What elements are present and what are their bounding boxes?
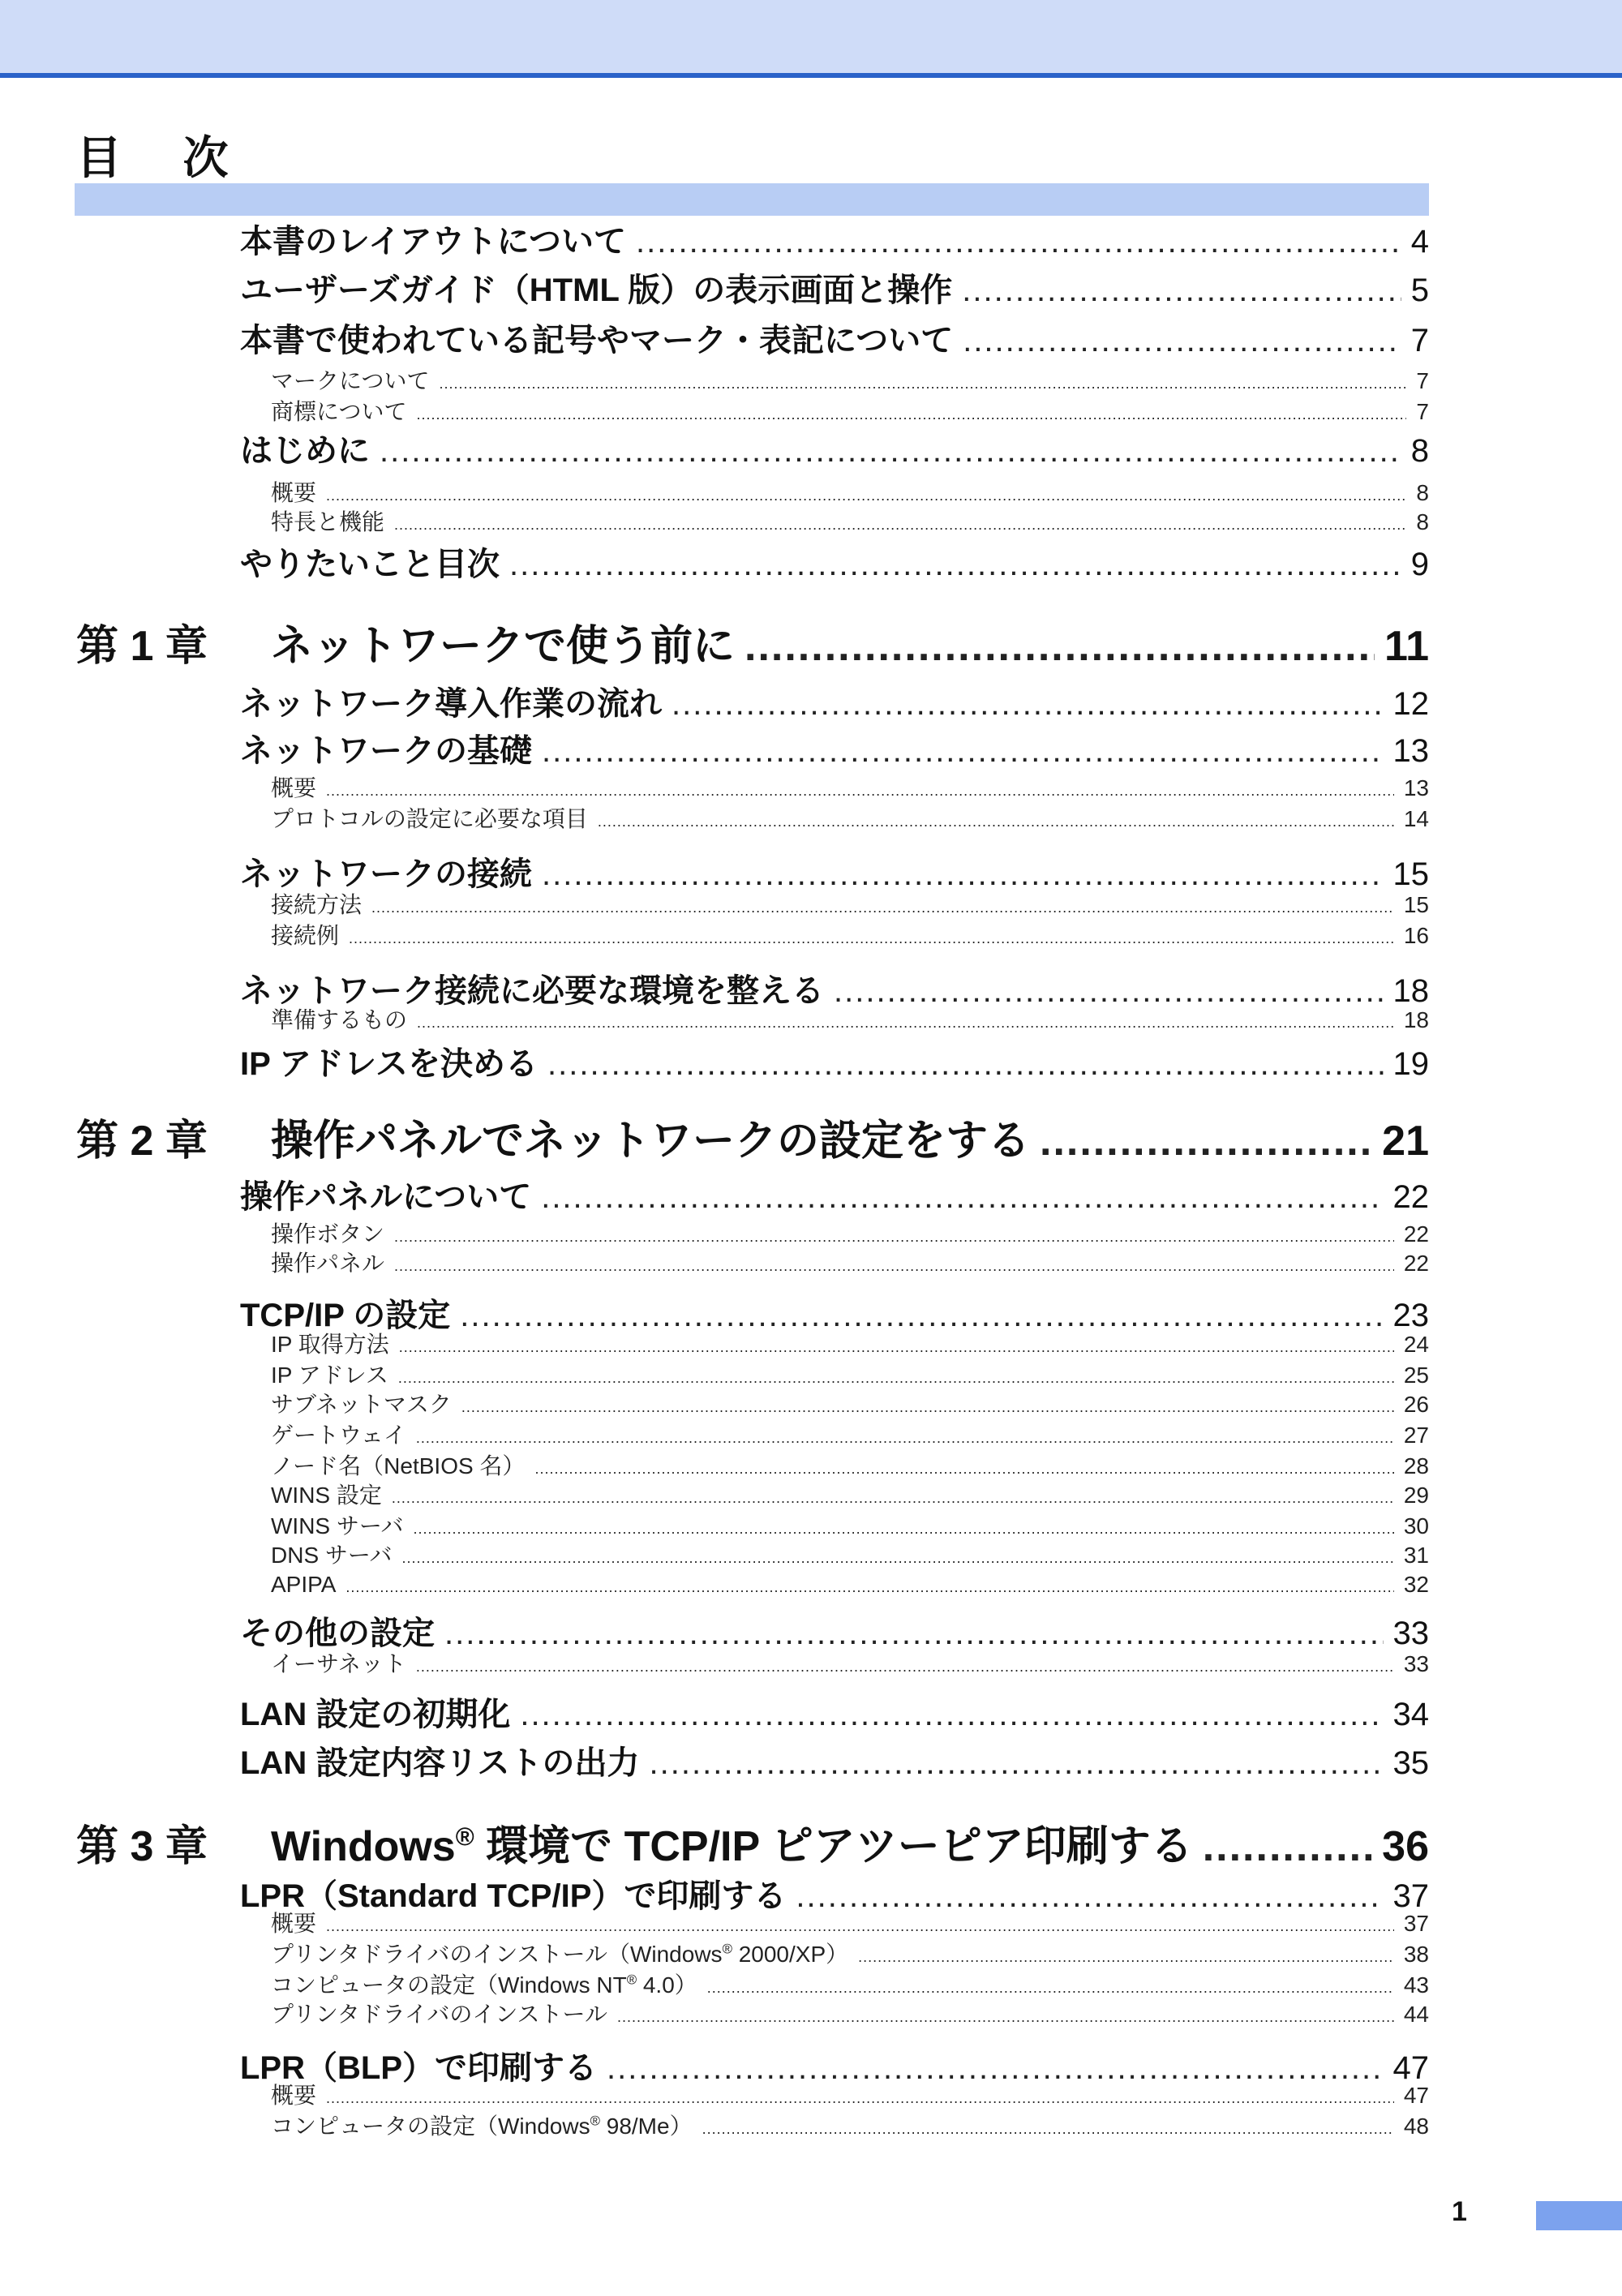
page-ref: 9 — [1410, 547, 1429, 582]
page-ref: 43 — [1403, 1972, 1429, 1998]
entry-title-text: はじめに — [240, 433, 370, 469]
page-ref: 12 — [1392, 686, 1429, 722]
page-ref: 22 — [1403, 1221, 1429, 1247]
entry-title-text: 概要 — [271, 480, 317, 505]
entry-title-text: ネットワーク導入作業の流れ — [240, 686, 662, 722]
dot-leader — [672, 681, 1384, 727]
dot-leader — [380, 428, 1401, 474]
entry-title-text: 特長と機能 — [271, 509, 385, 534]
entry-title-text: Windows — [271, 1823, 456, 1870]
chapter-entry[interactable] — [76, 1111, 1429, 1171]
entry-title — [240, 428, 380, 474]
dot-leader — [509, 542, 1401, 587]
toc-subsection-entry[interactable] — [271, 1909, 1429, 1938]
toc-subsection-entry[interactable] — [271, 1361, 1429, 1390]
entry-title-text: IP アドレスを決める — [240, 1046, 538, 1082]
entry-title-text-after: 4.0） — [637, 1972, 697, 1998]
toc-subsection-entry[interactable] — [271, 1330, 1429, 1359]
page-ref: 38 — [1403, 1942, 1429, 1967]
entry-title — [271, 774, 326, 803]
entry-title-text: プリンタドライバのインストール（Windows — [271, 1942, 723, 1967]
entry-title-text: ユーザーズガイド（HTML 版）の表示画面と操作 — [240, 273, 953, 308]
dot-leader — [416, 1423, 1394, 1453]
entry-title — [240, 542, 509, 587]
entry-title — [271, 1452, 534, 1481]
registered-mark: ® — [626, 1972, 637, 1988]
entry-title — [240, 1041, 547, 1087]
page-ref: 15 — [1403, 892, 1429, 917]
entry-title-text: LPR（Standard TCP/IP）で印刷する — [240, 1878, 787, 1914]
entry-title — [271, 1006, 417, 1035]
entry-title-text: マークについて — [271, 368, 430, 393]
page-ref: 30 — [1403, 1513, 1429, 1539]
entry-title — [240, 219, 636, 264]
entry-title-text-after: 2000/XP） — [732, 1942, 849, 1967]
dot-leader — [636, 219, 1401, 264]
toc-subsection-entry[interactable] — [271, 1971, 1429, 2000]
entry-title — [271, 479, 326, 508]
page-ref: 15 — [1392, 856, 1429, 892]
toc-subsection-entry[interactable] — [271, 1541, 1429, 1570]
toc-section-entry[interactable] — [240, 681, 1429, 727]
entry-title-text: コンピュータの設定（Windows — [271, 2114, 590, 2139]
dot-leader — [394, 1222, 1394, 1251]
dot-leader — [416, 400, 1406, 429]
entry-title — [271, 805, 598, 834]
dot-leader — [371, 893, 1394, 922]
page-ref: 29 — [1403, 1483, 1429, 1508]
entry-title-text: 準備するもの — [271, 1007, 408, 1032]
toc-subsection-entry[interactable] — [271, 1452, 1429, 1481]
page-ref: 23 — [1392, 1298, 1429, 1333]
page-ref: 25 — [1403, 1363, 1429, 1388]
page-ref: 21 — [1382, 1118, 1429, 1165]
entry-title-text: ノード名（NetBIOS 名） — [271, 1453, 526, 1478]
entry-title-text: 操作パネルについて — [240, 1179, 532, 1215]
page-tab-marker — [1536, 2201, 1622, 2230]
dot-leader — [542, 728, 1384, 774]
dot-leader — [702, 2114, 1394, 2144]
page-ref: 37 — [1403, 1911, 1429, 1936]
entry-title — [271, 1971, 707, 2000]
dot-leader — [326, 481, 1406, 510]
entry-title — [271, 1361, 398, 1390]
page-ref: 4 — [1410, 224, 1429, 260]
toc-section-entry[interactable] — [240, 728, 1429, 774]
toc-subsection-entry[interactable] — [271, 479, 1429, 508]
entry-title — [271, 1220, 394, 1249]
page-ref: 16 — [1403, 923, 1429, 948]
entry-title-text: ネットワークの基礎 — [240, 733, 532, 769]
dot-leader — [744, 616, 1375, 676]
entry-title — [271, 1421, 416, 1450]
entry-title — [240, 1174, 541, 1220]
chapter-number: 第 1 章 — [76, 623, 208, 670]
dot-leader — [439, 369, 1406, 398]
entry-title-text: LAN 設定内容リストの出力 — [240, 1745, 640, 1781]
entry-title-text: APIPA — [271, 1572, 337, 1597]
toc-section-entry[interactable] — [240, 1174, 1429, 1220]
entry-title — [271, 1481, 392, 1510]
dot-leader — [520, 1692, 1383, 1737]
page-ref: 18 — [1403, 1007, 1429, 1032]
chapter-entry[interactable] — [76, 1817, 1429, 1877]
page-ref: 14 — [1403, 806, 1429, 831]
page-ref: 26 — [1403, 1392, 1429, 1417]
entry-title-text: 操作パネル — [271, 1251, 385, 1276]
page-ref: 24 — [1403, 1332, 1429, 1357]
toc-subsection-entry[interactable] — [271, 1249, 1429, 1278]
page-ref: 28 — [1403, 1453, 1429, 1478]
dot-leader — [399, 1333, 1394, 1362]
entry-title-text: その他の設定 — [240, 1616, 435, 1651]
dot-leader — [398, 1363, 1394, 1393]
toc-subsection-entry[interactable] — [271, 921, 1429, 951]
registered-mark: ® — [722, 1941, 732, 1957]
dot-leader — [617, 2002, 1394, 2032]
registered-mark: ® — [590, 2113, 600, 2129]
entry-title-text: ネットワークで使う前に — [271, 623, 736, 670]
page-ref: 36 — [1382, 1823, 1429, 1870]
entry-title-text: ゲートウェイ — [271, 1423, 406, 1448]
entry-title-text: 接続方法 — [271, 892, 363, 917]
page-ref: 11 — [1384, 623, 1429, 670]
page-ref: 34 — [1392, 1697, 1429, 1732]
page-ref: 31 — [1403, 1543, 1429, 1568]
entry-title-text: 操作パネルでネットワークの設定をする — [271, 1118, 1031, 1165]
entry-title — [271, 616, 744, 676]
toc-section-entry[interactable] — [240, 1740, 1429, 1786]
entry-title — [271, 397, 416, 427]
entry-title-text: TCP/IP の設定 — [240, 1298, 451, 1333]
entry-title-text: イーサネット — [271, 1651, 406, 1676]
page-ref: 44 — [1403, 2002, 1429, 2027]
toc-subsection-entry[interactable] — [271, 1940, 1429, 1969]
toc-subsection-entry[interactable] — [271, 2081, 1429, 2110]
page-ref: 48 — [1403, 2114, 1429, 2139]
entry-title — [271, 1650, 416, 1679]
dot-leader — [402, 1543, 1394, 1573]
entry-title — [240, 318, 963, 363]
entry-title — [271, 2081, 326, 2110]
dot-leader — [326, 776, 1394, 805]
page-ref: 33 — [1392, 1616, 1429, 1651]
entry-title-text: 概要 — [271, 1911, 317, 1936]
entry-title-text: 概要 — [271, 2083, 317, 2108]
dot-leader — [394, 510, 1406, 539]
entry-title-text: WINS 設定 — [271, 1483, 382, 1508]
page-ref: 13 — [1392, 733, 1429, 769]
toc-subsection-entry[interactable] — [271, 774, 1429, 803]
entry-title-text: サブネットマスク — [271, 1392, 452, 1417]
dot-leader — [963, 318, 1401, 363]
chapter-entry[interactable] — [76, 616, 1429, 676]
entry-title-text: やりたいこと目次 — [240, 547, 500, 582]
toc-section-entry[interactable] — [240, 1041, 1429, 1087]
page-ref: 37 — [1392, 1878, 1429, 1914]
entry-title-text: コンピュータの設定（Windows NT — [271, 1972, 627, 1998]
entry-title — [271, 1512, 413, 1541]
toc-section-entry[interactable] — [240, 542, 1429, 587]
entry-title-text: 接続例 — [271, 923, 340, 948]
entry-title — [240, 681, 672, 727]
page-ref: 35 — [1392, 1745, 1429, 1781]
entry-title-text: IP 取得方法 — [271, 1332, 389, 1357]
page-title: 目 次 — [76, 132, 253, 183]
chapter-number: 第 2 章 — [76, 1118, 208, 1165]
toc-subsection-entry[interactable] — [271, 891, 1429, 920]
page-ref: 7 — [1410, 323, 1429, 358]
page-ref: 22 — [1392, 1179, 1429, 1215]
entry-title — [271, 1541, 402, 1570]
page-ref: 47 — [1403, 2083, 1429, 2108]
entry-title — [271, 1111, 1040, 1171]
dot-leader — [326, 1912, 1394, 1941]
dot-leader — [541, 1174, 1383, 1220]
entry-title — [240, 1740, 650, 1786]
entry-title — [240, 728, 542, 774]
entry-title-text: LPR（BLP）で印刷する — [240, 2050, 597, 2086]
chapter-number: 第 3 章 — [76, 1823, 208, 1870]
entry-title — [271, 1940, 858, 1969]
entry-title — [271, 508, 394, 537]
toc-subsection-entry[interactable] — [271, 2112, 1429, 2141]
entry-title — [240, 268, 962, 313]
dot-leader — [1040, 1111, 1372, 1171]
entry-title-text: DNS サーバ — [271, 1543, 393, 1568]
entry-title-text: プロトコルの設定に必要な項目 — [271, 806, 588, 831]
dot-leader — [461, 1393, 1394, 1422]
page-ref: 18 — [1392, 973, 1429, 1009]
toc-subsection-entry[interactable] — [271, 1390, 1429, 1419]
toc-section-entry[interactable] — [240, 1692, 1429, 1737]
page-ref: 8 — [1410, 433, 1429, 469]
entry-title-text: プリンタドライバのインストール — [271, 2002, 607, 2027]
toc-subsection-entry[interactable] — [271, 508, 1429, 537]
dot-leader — [962, 268, 1401, 313]
page-ref: 47 — [1392, 2050, 1429, 2086]
toc-section-entry[interactable] — [240, 268, 1429, 313]
entry-title-text: 概要 — [271, 775, 317, 800]
dot-leader — [547, 1041, 1384, 1087]
page-ref: 5 — [1410, 273, 1429, 308]
dot-leader — [417, 1008, 1394, 1037]
dot-leader — [392, 1483, 1394, 1513]
toc-section-entry[interactable] — [240, 318, 1429, 363]
entry-title — [271, 921, 349, 951]
entry-title-text: 本書で使われている記号やマーク・表記について — [240, 323, 954, 358]
toc-section-entry[interactable] — [240, 219, 1429, 264]
dot-leader — [413, 1514, 1393, 1543]
dot-leader — [345, 1573, 1393, 1602]
toc-section-entry[interactable] — [240, 428, 1429, 474]
entry-title-text: 操作ボタン — [271, 1221, 385, 1247]
entry-title-text: 本書のレイアウトについて — [240, 224, 626, 260]
entry-title — [271, 2000, 617, 2029]
page-ref: 32 — [1403, 1572, 1429, 1597]
entry-title — [271, 1390, 461, 1419]
entry-title — [271, 1909, 326, 1938]
entry-title-text: IP アドレス — [271, 1363, 388, 1388]
entry-title-text-after: 98/Me） — [599, 2114, 693, 2139]
dot-leader — [707, 1973, 1394, 2002]
dot-leader — [349, 924, 1394, 953]
entry-title-text: LAN 設定の初期化 — [240, 1697, 511, 1732]
registered-mark: ® — [455, 1822, 474, 1852]
dot-leader — [598, 807, 1394, 836]
dot-leader — [650, 1740, 1384, 1786]
entry-title-text-after: 環境で TCP/IP ピアツーピア印刷する — [474, 1823, 1193, 1870]
toc-subsection-entry[interactable] — [271, 2000, 1429, 2029]
entry-title — [271, 1817, 1203, 1877]
entry-title-text: 商標について — [271, 399, 407, 424]
entry-title — [271, 1249, 394, 1278]
page-ref: 7 — [1416, 368, 1429, 393]
toc-subsection-entry[interactable] — [271, 1220, 1429, 1249]
dot-leader — [416, 1652, 1394, 1681]
page-number: 1 — [1452, 2196, 1467, 2227]
entry-title-text: ネットワークの接続 — [240, 856, 532, 892]
entry-title — [271, 1570, 345, 1599]
entry-title — [271, 1330, 399, 1359]
entry-title — [271, 367, 439, 396]
page-ref: 7 — [1416, 399, 1429, 424]
dot-leader — [1203, 1817, 1372, 1877]
dot-leader — [534, 1454, 1393, 1483]
page-ref: 8 — [1416, 480, 1429, 505]
page-ref: 22 — [1403, 1251, 1429, 1276]
page-ref: 33 — [1403, 1651, 1429, 1676]
entry-title-text: ネットワーク接続に必要な環境を整える — [240, 973, 824, 1009]
toc-subsection-entry[interactable] — [271, 1481, 1429, 1510]
dot-leader — [858, 1942, 1394, 1972]
entry-title — [271, 2112, 702, 2141]
toc-subsection-entry[interactable] — [271, 1512, 1429, 1541]
entry-title-text: WINS サーバ — [271, 1513, 404, 1539]
page-ref: 13 — [1403, 775, 1429, 800]
page-ref: 8 — [1416, 509, 1429, 534]
toc-subsection-entry[interactable] — [271, 1421, 1429, 1450]
dot-leader — [394, 1251, 1394, 1281]
toc-subsection-entry[interactable] — [271, 367, 1429, 396]
toc-subsection-entry[interactable] — [271, 397, 1429, 427]
toc-subsection-entry[interactable] — [271, 1570, 1429, 1599]
entry-title — [271, 891, 371, 920]
page-ref: 19 — [1392, 1046, 1429, 1082]
toc-subsection-entry[interactable] — [271, 1006, 1429, 1035]
entry-title — [240, 1692, 520, 1737]
toc-subsection-entry[interactable] — [271, 1650, 1429, 1679]
dot-leader — [326, 2084, 1394, 2113]
toc-subsection-entry[interactable] — [271, 805, 1429, 834]
page-ref: 27 — [1403, 1423, 1429, 1448]
